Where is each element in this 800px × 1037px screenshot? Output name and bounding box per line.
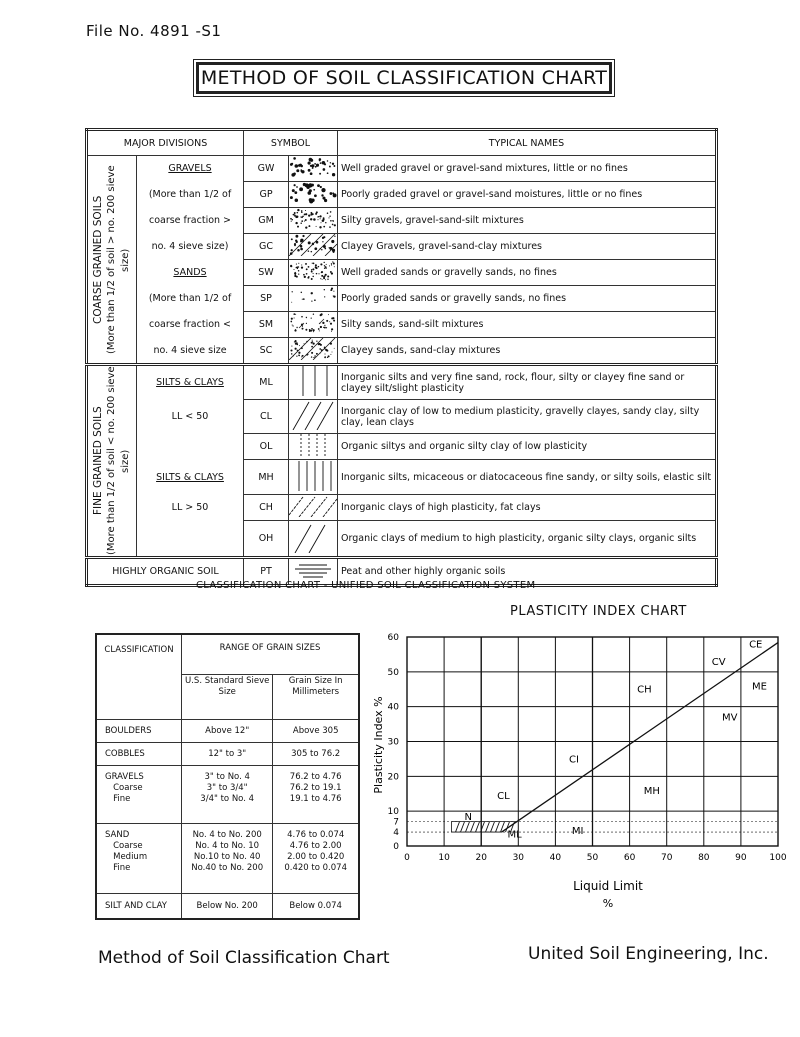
grain-sieve: Below No. 200 bbox=[182, 894, 273, 920]
chart-series-line bbox=[502, 643, 778, 832]
y-tick-label: 60 bbox=[387, 633, 399, 643]
chart-title: PLASTICITY INDEX CHART bbox=[510, 604, 687, 619]
table-row bbox=[87, 365, 717, 400]
zone-label: MI bbox=[571, 825, 584, 837]
header-typical-names: TYPICAL NAMES bbox=[338, 130, 717, 156]
hatch-line bbox=[496, 822, 500, 832]
zone-label: MH bbox=[643, 785, 660, 797]
hatch-line bbox=[491, 822, 495, 832]
symbol: GM bbox=[244, 208, 289, 234]
pattern-sw bbox=[289, 260, 338, 286]
grain-mm: 305 to 76.2 bbox=[273, 743, 359, 766]
table-row bbox=[87, 434, 717, 460]
x-tick-label: 30 bbox=[512, 853, 525, 863]
table-header-row bbox=[87, 130, 717, 156]
company-name: United Soil Engineering, Inc. bbox=[528, 944, 769, 964]
typical-name: Organic clays of medium to high plasticity, organic silty clays, organic silts bbox=[338, 520, 717, 557]
pattern-oh bbox=[289, 520, 338, 557]
zone-label: N bbox=[464, 811, 472, 823]
symbol: OH bbox=[244, 520, 289, 557]
sands-desc: no. 4 sieve size bbox=[137, 338, 244, 365]
x-tick-label: 70 bbox=[660, 853, 673, 863]
symbol: GP bbox=[244, 182, 289, 208]
x-tick-label: 60 bbox=[623, 853, 636, 863]
pattern-gm bbox=[289, 208, 338, 234]
table-row bbox=[87, 400, 717, 434]
hatch-line bbox=[471, 822, 475, 832]
pattern-ml bbox=[289, 365, 338, 400]
y-tick-label: 30 bbox=[387, 737, 399, 748]
symbol: SM bbox=[244, 312, 289, 338]
typical-name: Poorly graded sands or gravelly sands, no fines bbox=[338, 286, 717, 312]
x-tick-label: 0 bbox=[404, 853, 410, 863]
silts-clays-high-label: SILTS & CLAYS bbox=[137, 460, 244, 494]
y-tick-label: 40 bbox=[387, 702, 399, 713]
table-row bbox=[87, 286, 717, 312]
table-row bbox=[96, 766, 359, 824]
zone-label: ME bbox=[751, 681, 767, 693]
grain-size-table bbox=[95, 633, 360, 920]
table-row bbox=[87, 182, 717, 208]
symbol: OL bbox=[244, 434, 289, 460]
typical-name: Well graded gravel or gravel-sand mixtures, little or no fines bbox=[338, 156, 717, 182]
symbol: CH bbox=[244, 494, 289, 520]
y-tick-label: 0 bbox=[393, 842, 399, 852]
hatch-line bbox=[461, 822, 465, 832]
hatch-line bbox=[456, 822, 460, 832]
x-tick-label: 20 bbox=[475, 853, 487, 863]
table-row bbox=[87, 156, 717, 182]
grain-class: SILT AND CLAY bbox=[96, 894, 182, 920]
x-tick-labels bbox=[404, 853, 787, 863]
table-row bbox=[96, 720, 359, 743]
grain-class: GRAVELS Coarse Fine bbox=[96, 766, 182, 824]
table-row bbox=[87, 460, 717, 494]
gravels-desc: coarse fraction > bbox=[137, 208, 244, 234]
typical-name: Peat and other highly organic soils bbox=[338, 558, 717, 586]
coarse-grained-label: COARSE GRAINED SOILS (More than 1/2 of soil > no. 200 sieve size) bbox=[87, 156, 137, 365]
typical-name: Inorganic clays of high plasticity, fat clays bbox=[338, 494, 717, 520]
table-row bbox=[96, 824, 359, 894]
symbol: GC bbox=[244, 234, 289, 260]
grain-class: BOULDERS bbox=[96, 720, 182, 743]
symbol: SC bbox=[244, 338, 289, 365]
sands-desc: coarse fraction < bbox=[137, 312, 244, 338]
pattern-mh bbox=[289, 460, 338, 494]
header-symbol: SYMBOL bbox=[244, 130, 338, 156]
y-tick-label: 7 bbox=[393, 817, 399, 828]
x-tick-label: 90 bbox=[735, 853, 747, 863]
typical-name: Inorganic silts and very fine sand, rock, flour, silty or clayey fine sand or clayey silt/slight plasticity bbox=[338, 365, 717, 400]
zone-label: MV bbox=[722, 712, 738, 724]
spacer bbox=[137, 520, 244, 557]
grain-sieve: Above 12" bbox=[182, 720, 273, 743]
x-tick-label: 40 bbox=[549, 853, 562, 863]
page-title: METHOD OF SOIL CLASSIFICATION CHART bbox=[196, 62, 612, 94]
gravels-desc: (More than 1/2 of bbox=[137, 182, 244, 208]
x-tick-label: 50 bbox=[586, 853, 599, 863]
silts-clays-low-label: SILTS & CLAYS bbox=[137, 365, 244, 400]
y-tick-label: 20 bbox=[387, 772, 399, 783]
y-tick-labels bbox=[388, 633, 400, 852]
symbol: CL bbox=[244, 400, 289, 434]
typical-name: Poorly graded gravel or gravel-sand moistures, little or no fines bbox=[338, 182, 717, 208]
uscs-classification-table bbox=[85, 128, 718, 587]
zone-labels bbox=[464, 639, 766, 840]
table-row bbox=[96, 894, 359, 920]
x-axis-unit: % bbox=[602, 897, 614, 910]
pattern-gc bbox=[289, 234, 338, 260]
uscs-caption: CLASSIFICATION CHART - UNIFIED SOIL CLASSIFICATION SYSTEM bbox=[196, 580, 536, 591]
table-row bbox=[87, 494, 717, 520]
grain-header-row bbox=[96, 634, 359, 675]
x-tick-label: 80 bbox=[698, 853, 710, 863]
sands-label: SANDS bbox=[137, 260, 244, 286]
symbol: PT bbox=[244, 558, 289, 586]
typical-name: Silty gravels, gravel-sand-silt mixtures bbox=[338, 208, 717, 234]
zone-label: CV bbox=[711, 656, 726, 668]
table-row bbox=[87, 234, 717, 260]
zone-label: CH bbox=[637, 684, 652, 696]
y-axis-label: Plasticity Index % bbox=[372, 696, 385, 794]
header-sieve: U.S. Standard Sieve Size bbox=[182, 675, 273, 720]
typical-name: Clayey Gravels, gravel-sand-clay mixtures bbox=[338, 234, 717, 260]
highly-organic-label: HIGHLY ORGANIC SOIL bbox=[87, 558, 244, 586]
spacer bbox=[137, 434, 244, 460]
pattern-ch bbox=[289, 494, 338, 520]
table-row bbox=[87, 208, 717, 234]
y-tick-label: 4 bbox=[393, 828, 399, 839]
hatch-line bbox=[476, 822, 480, 832]
symbol: ML bbox=[244, 365, 289, 400]
header-classification: CLASSIFICATION bbox=[96, 634, 182, 720]
grain-sieve: 12" to 3" bbox=[182, 743, 273, 766]
pattern-gp bbox=[289, 182, 338, 208]
table-row bbox=[87, 260, 717, 286]
typical-name: Inorganic clay of low to medium plasticity, gravelly clayes, sandy clay, silty clay, lean clays bbox=[338, 400, 717, 434]
zone-label: CI bbox=[568, 754, 579, 766]
pattern-sm bbox=[289, 312, 338, 338]
typical-name: Organic siltys and organic silty clay of low plasticity bbox=[338, 434, 717, 460]
grain-mm: 4.76 to 0.074 4.76 to 2.00 2.00 to 0.420 0.420 to 0.074 bbox=[273, 824, 359, 894]
typical-name: Well graded sands or gravelly sands, no fines bbox=[338, 260, 717, 286]
symbol: MH bbox=[244, 460, 289, 494]
header-mm: Grain Size In Millimeters bbox=[273, 675, 359, 720]
symbol: GW bbox=[244, 156, 289, 182]
x-tick-label: 10 bbox=[438, 853, 450, 863]
grain-sieve: 3" to No. 4 3" to 3/4" 3/4" to No. 4 bbox=[182, 766, 273, 824]
gravels-desc: no. 4 sieve size) bbox=[137, 234, 244, 260]
fine-grained-label: FINE GRAINED SOILS (More than 1/2 of soil < no. 200 sieve size) bbox=[87, 365, 137, 558]
table-row bbox=[87, 520, 717, 557]
grain-mm: 76.2 to 4.76 76.2 to 19.1 19.1 to 4.76 bbox=[273, 766, 359, 824]
grain-mm: Below 0.074 bbox=[273, 894, 359, 920]
symbol: SW bbox=[244, 260, 289, 286]
zone-label: CL bbox=[497, 790, 510, 802]
zone-label: ML bbox=[507, 829, 522, 841]
table-row bbox=[87, 312, 717, 338]
pattern-ol bbox=[289, 434, 338, 460]
table-row bbox=[96, 743, 359, 766]
plasticity-chart bbox=[360, 625, 790, 915]
zone-label: CE bbox=[749, 639, 763, 651]
x-tick-label: 100 bbox=[769, 853, 787, 863]
ll-greater-50: LL > 50 bbox=[137, 494, 244, 520]
grain-class: SAND Coarse Medium Fine bbox=[96, 824, 182, 894]
x-axis-label: Liquid Limit bbox=[573, 879, 643, 893]
pattern-cl bbox=[289, 400, 338, 434]
typical-name: Inorganic silts, micaceous or diatocaceous fine sandy, or silty soils, elastic silt bbox=[338, 460, 717, 494]
grain-class: COBBLES bbox=[96, 743, 182, 766]
pattern-sp bbox=[289, 286, 338, 312]
grain-mm: Above 305 bbox=[273, 720, 359, 743]
typical-name: Clayey sands, sand-clay mixtures bbox=[338, 338, 717, 365]
table-row bbox=[87, 338, 717, 365]
header-major-divisions: MAJOR DIVISIONS bbox=[87, 130, 244, 156]
gravels-label: GRAVELS bbox=[137, 156, 244, 182]
hatch-line bbox=[466, 822, 470, 832]
symbol: SP bbox=[244, 286, 289, 312]
pattern-sc bbox=[289, 338, 338, 365]
sands-desc: (More than 1/2 of bbox=[137, 286, 244, 312]
footer-title: Method of Soil Classification Chart bbox=[98, 948, 390, 968]
hatch-line bbox=[486, 822, 490, 832]
y-tick-label: 50 bbox=[387, 667, 399, 678]
ll-less-50: LL < 50 bbox=[137, 400, 244, 434]
file-number: File No. 4891 -S1 bbox=[86, 22, 222, 40]
pattern-gw bbox=[289, 156, 338, 182]
header-range: RANGE OF GRAIN SIZES bbox=[182, 634, 360, 675]
y-tick-label: 10 bbox=[387, 807, 399, 818]
grain-sieve: No. 4 to No. 200 No. 4 to No. 10 No.10 to No. 40 No.40 to No. 200 bbox=[182, 824, 273, 894]
typical-name: Silty sands, sand-silt mixtures bbox=[338, 312, 717, 338]
